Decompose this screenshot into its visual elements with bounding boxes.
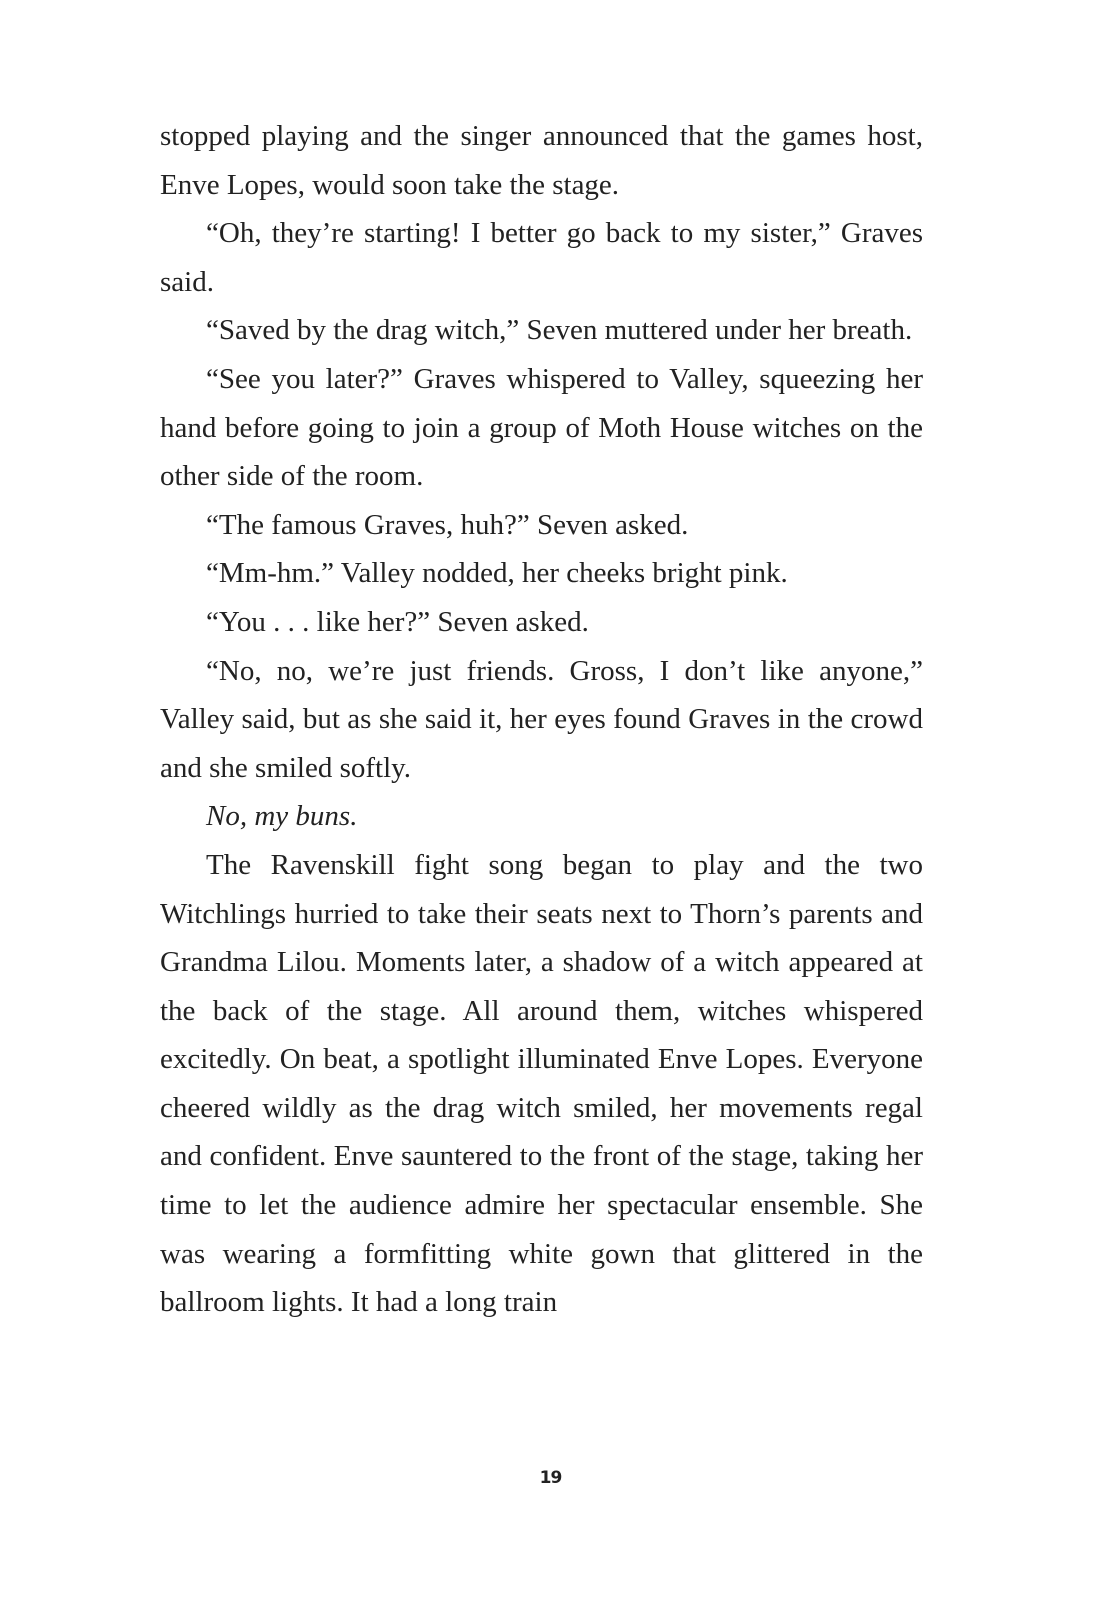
page-number: 19 — [539, 1468, 562, 1488]
body-text — [160, 112, 923, 1327]
paragraph: stopped playing and the singer announced that the games host, Enve Lopes, would soon take the stage. — [160, 120, 923, 201]
paragraph: The Ravenskill fight song began to play and the two Witchlings hurried to take their seats next to Thorn’s parents and Grandma Lilou. Moments later, a shadow of a witch appeared at the back of the stage. All around them, witches whispered excitedly. On beat, a spotlight illuminated Enve Lopes. Everyone cheered wildly as the drag witch smiled, her movements regal and confident. Enve sauntered to the front of the stage, taking her time to let the audience admire her spectacular ensemble. She was wearing a formfitting white gown that glittered in the ballroom lights. It had a long train — [160, 848, 923, 1319]
paragraph: “The famous Graves, huh?” Seven asked. — [206, 508, 689, 541]
paragraph-italic: No, my buns. — [206, 800, 358, 833]
paragraph: “See you later?” Graves whispered to Valley, squeezing her hand before going to join a group of Moth House witches on the other side of the room. — [160, 362, 923, 493]
paragraph: “No, no, we’re just friends. Gross, I don’t like anyone,” Valley said, but as she said it, her eyes found Graves in the crowd and she smiled softly. — [160, 654, 923, 784]
paragraph: “Saved by the drag witch,” Seven muttered under her breath. — [206, 314, 913, 347]
paragraph: “You . . . like her?” Seven asked. — [206, 605, 589, 638]
paragraph: “Mm-hm.” Valley nodded, her cheeks bright pink. — [206, 557, 788, 590]
paragraph: “Oh, they’re starting! I better go back to my sister,” Graves said. — [160, 217, 923, 298]
